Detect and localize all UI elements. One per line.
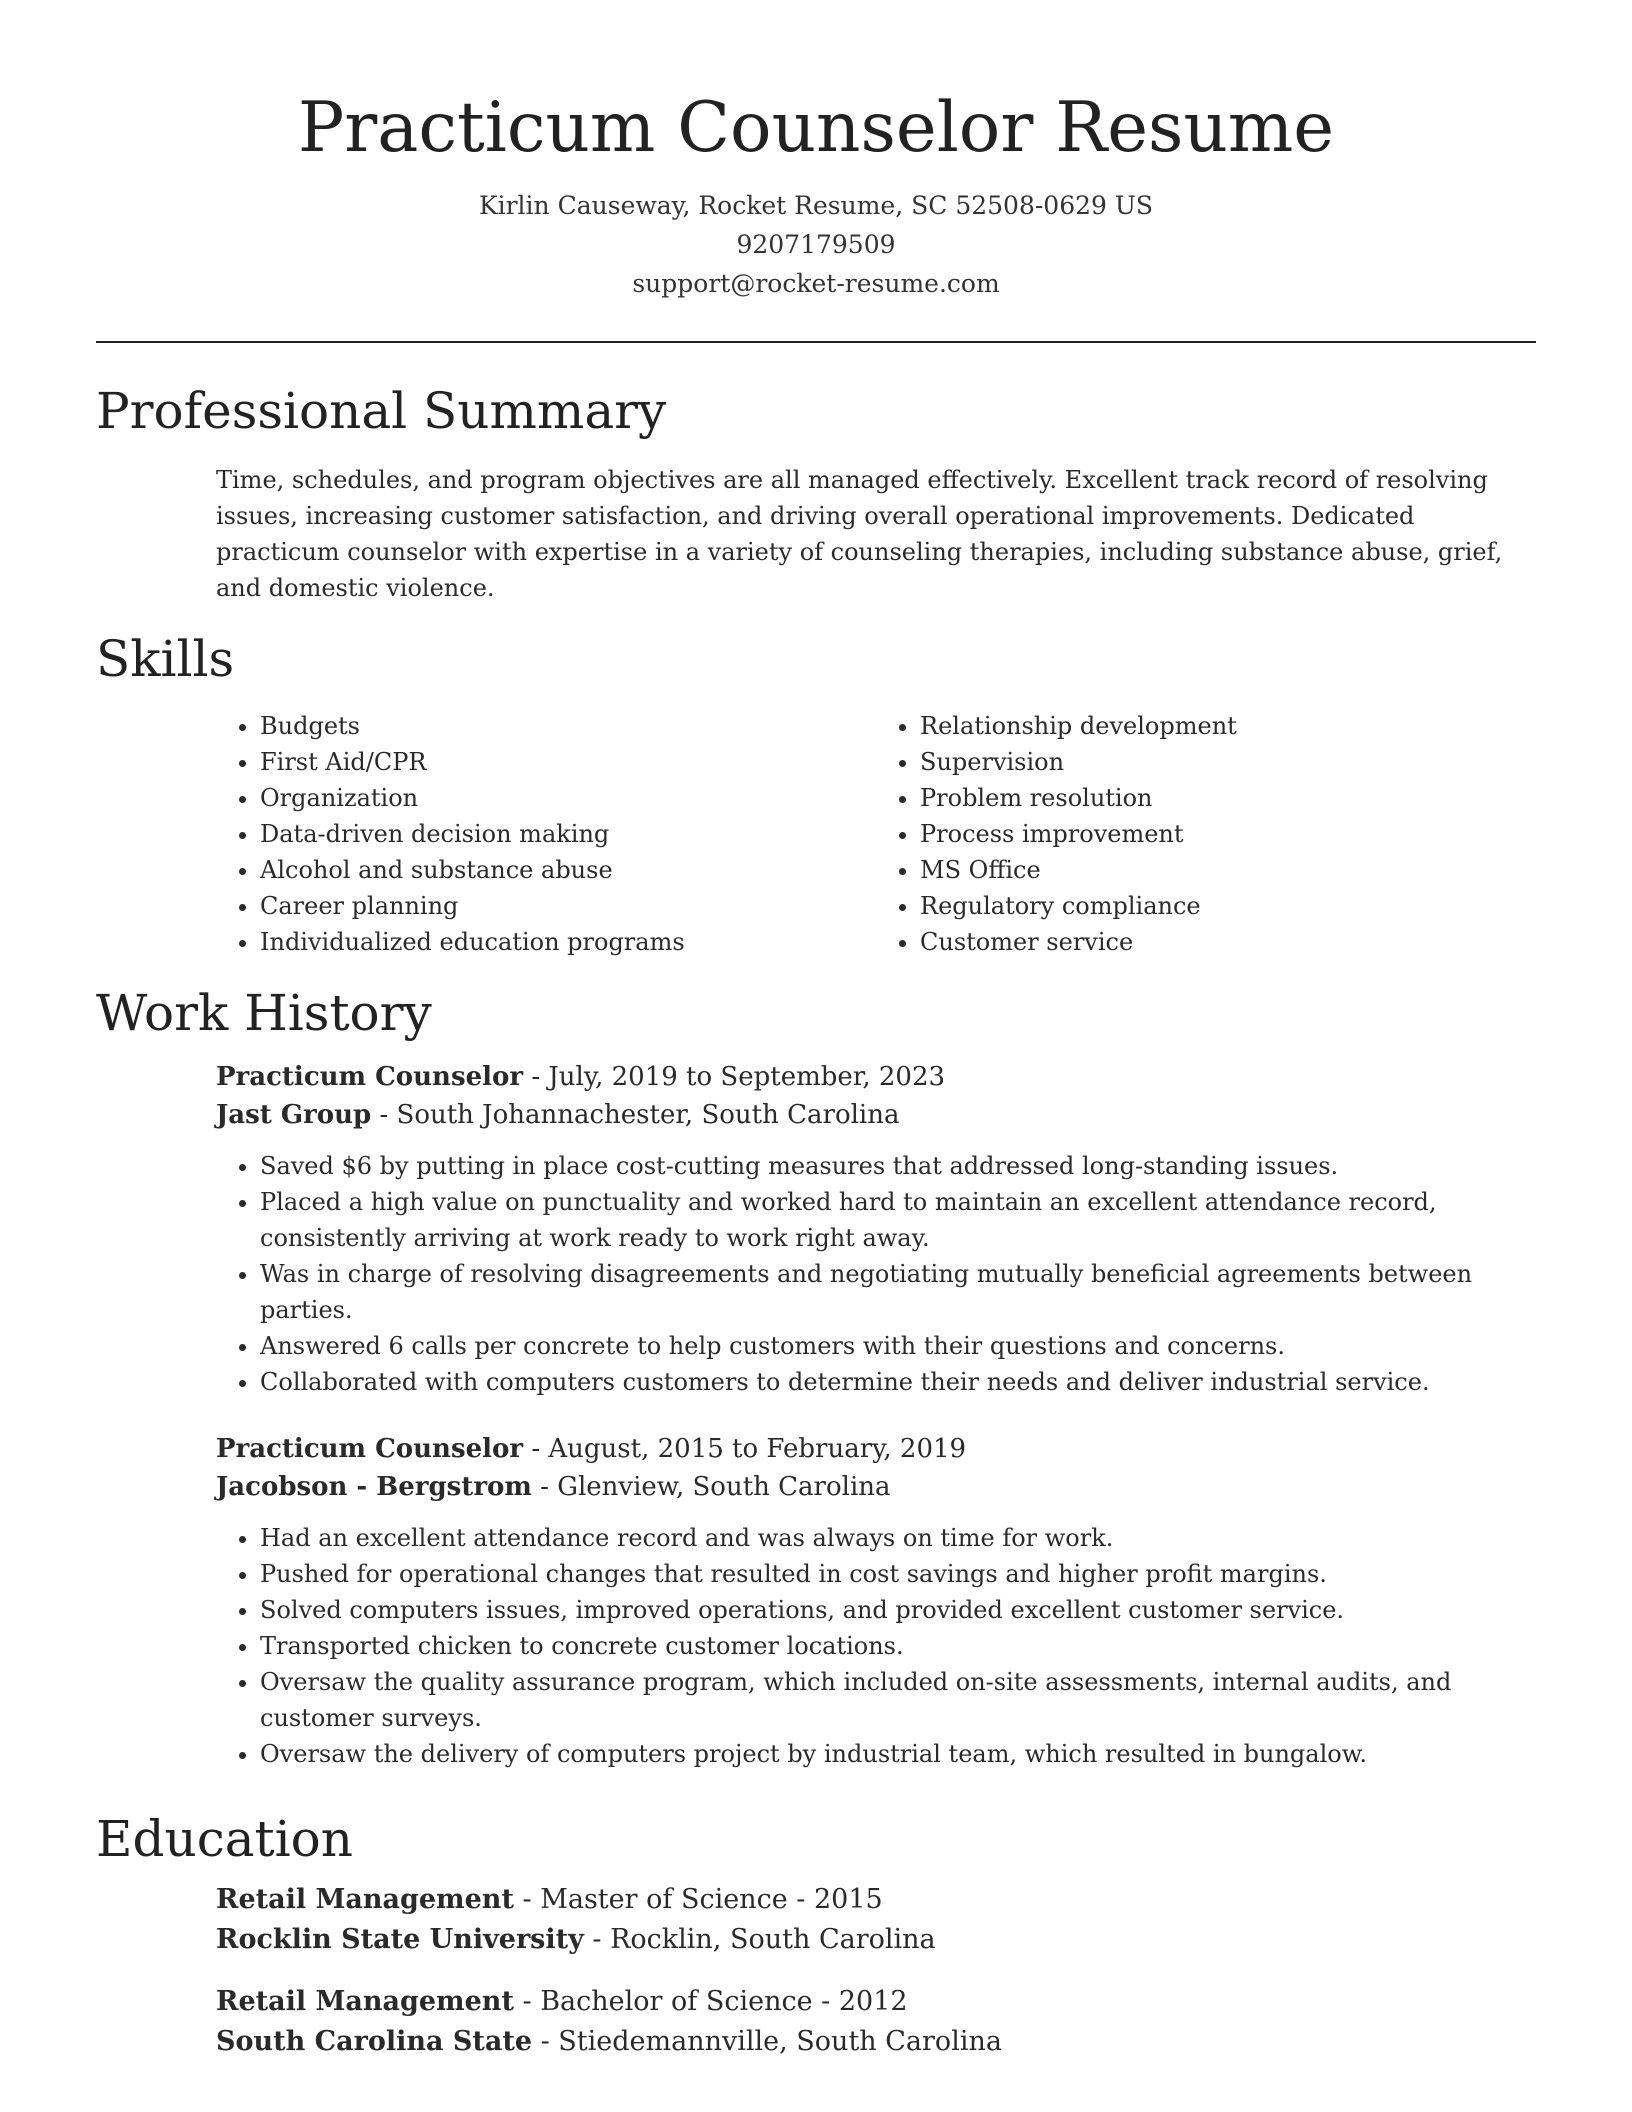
job-dates: - July, 2019 to September, 2023 xyxy=(523,1062,946,1092)
job-bullet: • Collaborated with computers customers to determine their needs and deliver industrial service. xyxy=(260,1364,1536,1400)
job-bullet: • Had an excellent attendance record and was always on time for work. xyxy=(260,1520,1536,1556)
skill-item: • Career planning xyxy=(260,888,876,924)
skill-item: • Budgets xyxy=(260,708,876,744)
skill-item: • Problem resolution xyxy=(920,780,1536,816)
skill-item: • Supervision xyxy=(920,744,1536,780)
header-divider xyxy=(96,341,1536,343)
education-entry xyxy=(216,1880,1536,1960)
summary-text: Time, schedules, and program objectives are all managed effectively. Excellent track record of resolving issues, increasing customer satisfaction, and driving overall operational improvements. Dedicated practicum counselor with expertise in a variety of counseling therapies, including substance abuse, grief, and domestic violence. xyxy=(216,466,1503,602)
education-list xyxy=(216,1880,1536,2062)
job-company-line xyxy=(216,1096,1536,1134)
skill-item: • First Aid/CPR xyxy=(260,744,876,780)
job-role: Practicum Counselor xyxy=(216,1434,524,1464)
skill-item: • Regulatory compliance xyxy=(920,888,1536,924)
skill-item: • Data-driven decision making xyxy=(260,816,876,852)
education-degree-line xyxy=(216,1982,1536,2022)
education-degree: - Bachelor of Science - 2012 xyxy=(513,1986,908,2017)
job-bullet: • Pushed for operational changes that resulted in cost savings and higher profit margins. xyxy=(260,1556,1536,1592)
education-location: - Rocklin, South Carolina xyxy=(583,1924,936,1955)
job-location: - South Johannachester, South Carolina xyxy=(371,1100,900,1130)
job-bullets xyxy=(216,1520,1536,1772)
education-field: Retail Management xyxy=(216,1986,514,2017)
skills-column-left xyxy=(216,708,876,960)
skills-list xyxy=(216,708,1536,960)
skill-item: • MS Office xyxy=(920,852,1536,888)
work-history-heading: Work History xyxy=(96,984,432,1042)
job-list xyxy=(216,1058,1536,1772)
skill-item: • Process improvement xyxy=(920,816,1536,852)
job-bullet: • Solved computers issues, improved operations, and provided excellent customer service. xyxy=(260,1592,1536,1628)
education-heading: Education xyxy=(96,1810,353,1868)
education-degree: - Master of Science - 2015 xyxy=(513,1884,883,1915)
job-bullet: • Was in charge of resolving disagreements and negotiating mutually beneficial agreements between parties. xyxy=(260,1256,1536,1328)
job-location: - Glenview, South Carolina xyxy=(531,1472,891,1502)
education-degree-line xyxy=(216,1880,1536,1920)
job-bullet: • Answered 6 calls per concrete to help customers with their questions and concerns. xyxy=(260,1328,1536,1364)
summary-section xyxy=(96,380,1536,606)
job-title-line xyxy=(216,1058,1536,1096)
job-company: Jacobson - Bergstrom xyxy=(216,1472,532,1502)
education-location: - Stiedemannville, South Carolina xyxy=(532,2026,1002,2057)
skill-item: • Individualized education programs xyxy=(260,924,876,960)
resume-title: Practicum Counselor Resume xyxy=(297,88,1335,168)
resume-header xyxy=(0,0,1632,303)
skill-item: • Organization xyxy=(260,780,876,816)
job-bullets xyxy=(216,1148,1536,1400)
job-bullet: • Saved $6 by putting in place cost-cutting measures that addressed long-standing issues. xyxy=(260,1148,1536,1184)
job-entry xyxy=(216,1058,1536,1400)
education-field: Retail Management xyxy=(216,1884,514,1915)
education-section xyxy=(96,1808,1536,2062)
job-entry xyxy=(216,1430,1536,1772)
education-school-line xyxy=(216,1920,1536,1960)
job-bullet: • Oversaw the delivery of computers project by industrial team, which resulted in bungalow. xyxy=(260,1736,1536,1772)
skill-item: • Alcohol and substance abuse xyxy=(260,852,876,888)
job-company-line xyxy=(216,1468,1536,1506)
job-role: Practicum Counselor xyxy=(216,1062,524,1092)
education-entry xyxy=(216,1982,1536,2062)
skill-item: • Relationship development xyxy=(920,708,1536,744)
education-school: South Carolina State xyxy=(216,2026,533,2057)
contact-email: support@rocket-resume.com xyxy=(632,269,1000,298)
job-dates: - August, 2015 to February, 2019 xyxy=(523,1434,967,1464)
skill-item: • Customer service xyxy=(920,924,1536,960)
contact-phone: 9207179509 xyxy=(736,230,896,259)
skills-section xyxy=(96,628,1536,960)
job-title-line xyxy=(216,1430,1536,1468)
job-bullet: • Oversaw the quality assurance program, which included on-site assessments, internal audits, and customer surveys. xyxy=(260,1664,1536,1736)
job-bullet: • Transported chicken to concrete customer locations. xyxy=(260,1628,1536,1664)
work-history-section xyxy=(96,982,1536,1772)
job-company: Jast Group xyxy=(216,1100,372,1130)
summary-heading: Professional Summary xyxy=(96,382,667,440)
contact-block xyxy=(0,186,1632,303)
education-school: Rocklin State University xyxy=(216,1924,584,1955)
contact-address: Kirlin Causeway, Rocket Resume, SC 52508-0629 US xyxy=(478,191,1154,220)
skills-column-right xyxy=(876,708,1536,960)
skills-heading: Skills xyxy=(96,630,235,688)
job-bullet: • Placed a high value on punctuality and worked hard to maintain an excellent attendance record, consistently arriving at work ready to work right away. xyxy=(260,1184,1536,1256)
education-school-line xyxy=(216,2022,1536,2062)
